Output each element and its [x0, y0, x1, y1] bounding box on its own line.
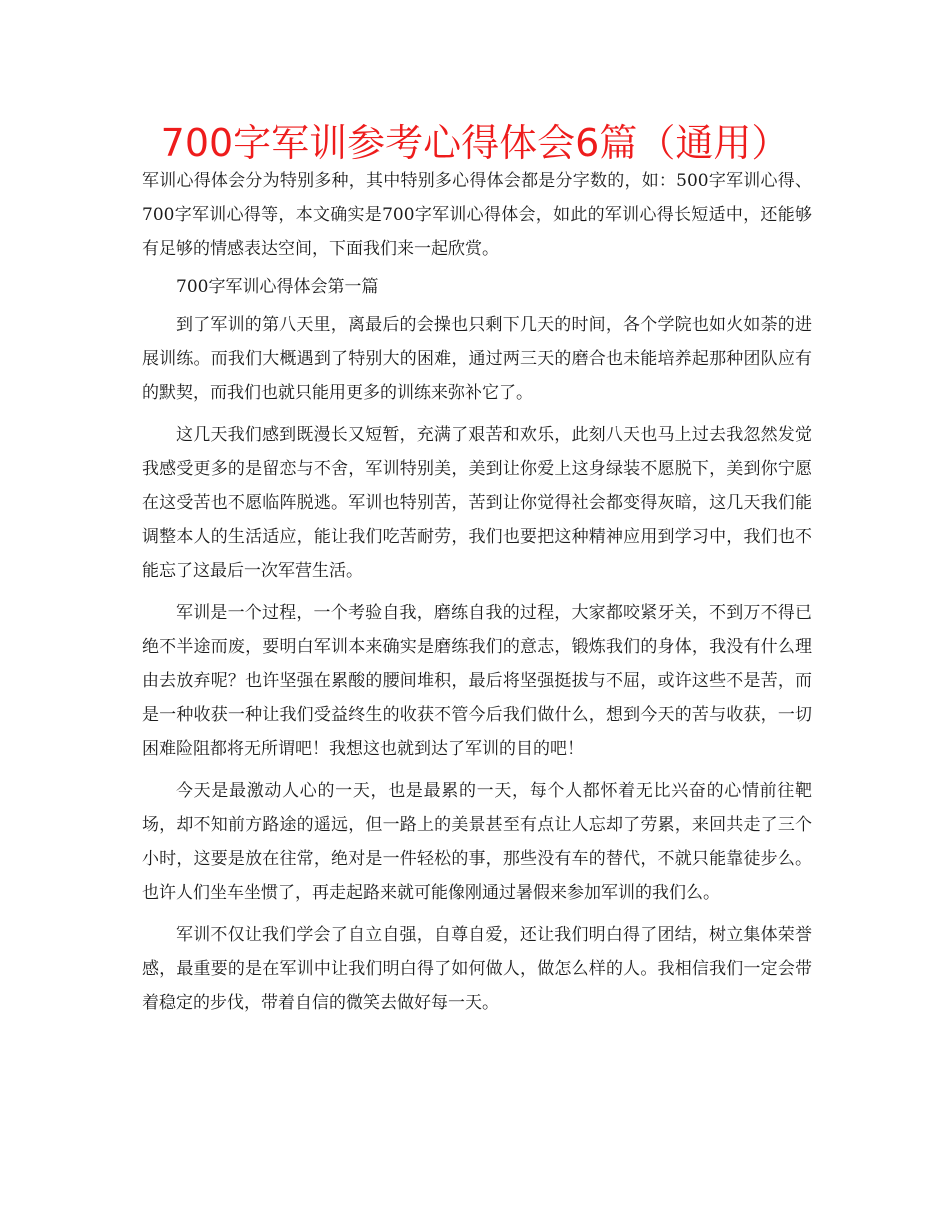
document-title: 700字军训参考心得体会6篇（通用）: [160, 121, 790, 165]
section-heading: 700字军训心得体会第一篇: [176, 277, 379, 297]
body-paragraph-1: 到了军训的第八天里，离最后的会操也只剩下几天的时间，各个学院也如火如荼的进展训练。而我们大概遇到了特别大的困难，通过两三天的磨合也未能培养起那种团队应有的默契，而我们也就只能用更多的训练来弥补它了。: [142, 315, 812, 403]
body-paragraph-5: 军训不仅让我们学会了自立自强，自尊自爱，还让我们明白得了团结，树立集体荣誉感，最重要的是在军训中让我们明白得了如何做人，做怎么样的人。我相信我们一定会带着稳定的步伐，带着自信的微笑去做好每一天。: [142, 925, 812, 1013]
body-paragraph-3: 军训是一个过程，一个考验自我，磨练自我的过程，大家都咬紧牙关，不到万不得已绝不半途而废，要明白军训本来确实是磨练我们的意志，锻炼我们的身体，我没有什么理由去放弃呢？也许坚强在累酸的腰间堆积，最后将坚强挺拔与不屈，或许这些不是苦，而是一种收获一种让我们受益终生的收获不管今后我们做什么，想到今天的苦与收获，一切困难险阻都将无所谓吧！我想这也就到达了军训的目的吧！: [142, 603, 812, 759]
intro-paragraph: 军训心得体会分为特别多种，其中特别多心得体会都是分字数的，如：500字军训心得、700字军训心得等，本文确实是700字军训心得体会，如此的军训心得长短适中，还能够有足够的情感表达空间，下面我们来一起欣赏。: [142, 171, 812, 259]
body-paragraph-4: 今天是最激动人心的一天，也是最累的一天，每个人都怀着无比兴奋的心情前往靶场，却不知前方路途的遥远，但一路上的美景甚至有点让人忘却了劳累，来回共走了三个小时，这要是放在往常，绝对是一件轻松的事，那些没有车的替代，不就只能靠徒步么。也许人们坐车坐惯了，再走起路来就可能像刚通过暑假来参加军训的我们么。: [142, 781, 812, 903]
body-paragraph-2: 这几天我们感到既漫长又短暂，充满了艰苦和欢乐，此刻八天也马上过去我忽然发觉我感受更多的是留恋与不舍，军训特别美，美到让你爱上这身绿装不愿脱下，美到你宁愿在这受苦也不愿临阵脱逃。军训也特别苦，苦到让你觉得社会都变得灰暗，这几天我们能调整本人的生活适应，能让我们吃苦耐劳，我们也要把这种精神应用到学习中，我们也不能忘了这最后一次军营生活。: [142, 425, 812, 581]
document-body: [142, 164, 812, 1020]
